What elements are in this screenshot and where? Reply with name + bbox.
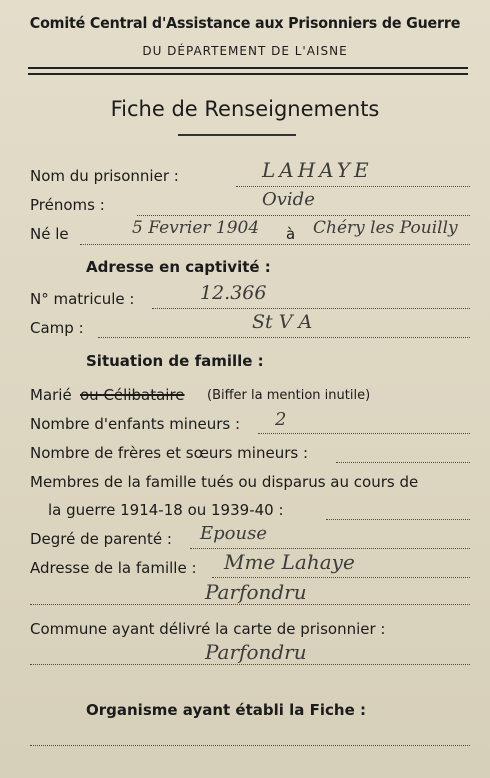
form-title: Fiche de Renseignements	[110, 97, 380, 121]
family-address-value-2: Parfondru	[205, 580, 307, 604]
family-address-line	[212, 577, 470, 578]
minor-siblings-label: Nombre de frères et sœurs mineurs :	[30, 444, 308, 462]
camp-label: Camp :	[30, 319, 84, 337]
family-address-value: Mme Lahaye	[224, 550, 355, 574]
family-casualties-line	[326, 519, 470, 520]
birth-label: Né le	[30, 225, 69, 243]
issuing-commune-value: Parfondru	[205, 640, 307, 664]
header-department: DU DÉPARTEMENT DE L'AISNE	[142, 44, 348, 58]
birth-place-value: Chéry les Pouilly	[313, 218, 458, 238]
header-rule-bottom	[28, 73, 468, 75]
minor-children-value: 2	[275, 409, 287, 430]
minor-siblings-line	[336, 462, 470, 463]
married-option: Marié	[30, 386, 72, 404]
first-names-label: Prénoms :	[30, 196, 105, 214]
header-rule-top	[28, 67, 468, 69]
issuing-commune-label: Commune ayant délivré la carte de prisonnier :	[30, 620, 386, 638]
title-underline	[178, 134, 296, 136]
serial-number-label: N° matricule :	[30, 290, 135, 308]
birth-line	[80, 244, 470, 245]
header-committee-name: Comité Central d'Assistance aux Prisonniers de Guerre	[29, 14, 461, 32]
relationship-value: Epouse	[200, 523, 267, 544]
issuing-organization-label: Organisme ayant établi la Fiche :	[86, 701, 366, 719]
serial-number-line	[152, 308, 470, 309]
family-address-label: Adresse de la famille :	[30, 559, 197, 577]
prisoner-name-line	[236, 186, 470, 187]
single-option-struck: ou Célibataire	[80, 386, 185, 404]
first-names-value: Ovide	[262, 189, 315, 210]
issuing-organization-line	[30, 745, 470, 746]
captivity-address-heading: Adresse en captivité :	[86, 258, 271, 276]
birth-date-value: 5 Fevrier 1904	[132, 218, 260, 238]
minor-children-label: Nombre d'enfants mineurs :	[30, 415, 241, 433]
family-address-line-2	[30, 604, 470, 605]
relationship-label: Degré de parenté :	[30, 530, 172, 548]
camp-line	[98, 337, 470, 338]
first-names-line	[137, 215, 470, 216]
family-casualties-label-cont: la guerre 1914-18 ou 1939-40 :	[48, 501, 284, 519]
minor-children-line	[258, 433, 470, 434]
serial-number-value: 12.366	[200, 282, 267, 304]
issuing-commune-line	[30, 664, 470, 665]
prisoner-name-value: LAHAYE	[262, 158, 373, 182]
prisoner-name-label: Nom du prisonnier :	[30, 167, 179, 185]
relationship-line	[190, 548, 470, 549]
family-situation-heading: Situation de famille :	[86, 352, 264, 370]
family-casualties-label: Membres de la famille tués ou disparus au cours de	[30, 473, 419, 491]
strike-instruction: (Biffer la mention inutile)	[207, 388, 371, 403]
birth-place-preposition: à	[286, 225, 296, 243]
camp-value: St V A	[252, 311, 313, 333]
